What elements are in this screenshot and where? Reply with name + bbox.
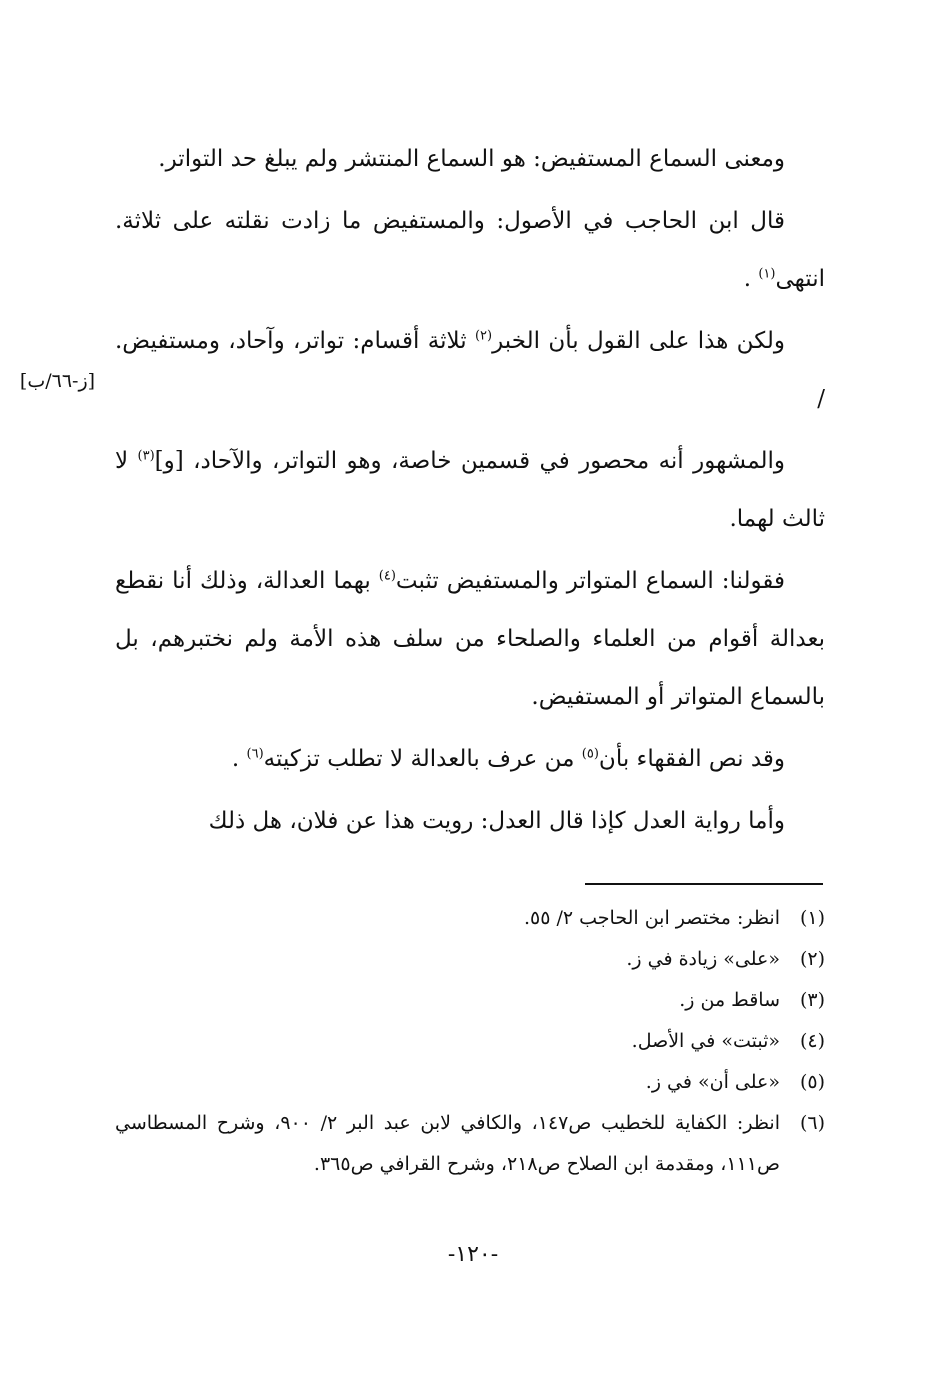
footnote-number: (٦) (799, 1112, 825, 1134)
paragraph-6 (115, 730, 825, 788)
paragraph-5 (115, 552, 825, 726)
paragraph-1-text: ومعنى السماع المستفيض: هو السماع المنتشر ولم يبلغ حد التواتر. (158, 146, 785, 172)
paragraph-6-end: . (231, 746, 240, 772)
footnote-5 (115, 1062, 825, 1103)
footnote-number: (٣) (799, 989, 825, 1011)
paragraph-4-text-b: لا ثالث لهما. (115, 448, 825, 532)
paragraph-4 (115, 432, 825, 548)
paragraph-7-text: وأما رواية العدل كإذا قال العدل: رويت هذا عن فلان، هل ذلك (208, 808, 785, 834)
footnote-text: «على أن» في ز. (645, 1071, 780, 1093)
footnote-2 (115, 939, 825, 980)
footnote-1 (115, 898, 825, 939)
paragraph-6-text-b: من عرف بالعدالة لا تطلب تزكيته (263, 746, 575, 772)
footnote-text: انظر: الكفاية للخطيب ص١٤٧، والكافي لابن عبد البر ٢/ ٩٠٠، وشرح المسطاسي ص١١١، ومقدمة ابن الصلاح ص٢١٨، وشرح القرافي ص٣٦٥. (115, 1112, 780, 1175)
footnote-ref-2[interactable]: (٢) (474, 328, 493, 344)
paragraph-5-text-a: فقولنا: السماع المتواتر والمستفيض تثبت (395, 568, 785, 594)
footnote-3 (115, 980, 825, 1021)
footnote-ref-4[interactable]: (٤) (378, 568, 396, 584)
footnotes-section (115, 898, 825, 1185)
footnote-6 (115, 1103, 825, 1185)
paragraph-7 (115, 792, 825, 850)
footnote-ref-6[interactable]: (٦) (246, 746, 264, 762)
footnote-ref-5[interactable]: (٥) (581, 746, 599, 762)
footnote-ref-3[interactable]: (٣) (137, 448, 155, 464)
footnote-separator (585, 883, 823, 885)
paragraph-2-end: . (743, 266, 752, 292)
footnote-text: «على» زيادة في ز. (626, 948, 780, 970)
footnote-text: «ثبتت» في الأصل. (631, 1030, 780, 1052)
manuscript-folio-note: [ز-٦٦/ب] (19, 370, 96, 392)
footnote-4 (115, 1021, 825, 1062)
footnote-text: ساقط من ز. (679, 989, 780, 1011)
paragraph-6-text-a: وقد نص الفقهاء بأن (598, 746, 785, 772)
paragraph-5-text-b: بهما العدالة، وذلك أنا نقطع بعدالة أقوام من العلماء والصلحاء من سلف هذه الأمة ولم نختبرهم، بل بالسماع المتواتر أو المستفيض. (115, 568, 825, 710)
footnote-number: (٢) (799, 948, 825, 970)
footnote-text: انظر: مختصر ابن الحاجب ٢/ ٥٥. (523, 907, 780, 929)
page-number: -١٢٠- (447, 1242, 499, 1267)
paragraph-4-text-a: والمشهور أنه محصور في قسمين خاصة، وهو التواتر، والآحاد، [و] (154, 448, 785, 474)
footnote-number: (١) (799, 907, 825, 929)
paragraph-2-text: قال ابن الحاجب في الأصول: والمستفيض ما زادت نقلته على ثلاثة. انتهى (115, 208, 825, 292)
footnote-number: (٥) (799, 1071, 825, 1093)
paragraph-1 (115, 130, 825, 188)
footnote-number: (٤) (799, 1030, 825, 1052)
main-text (115, 130, 825, 854)
paragraph-3 (115, 312, 825, 428)
paragraph-3-text-a: ولكن هذا على القول بأن الخبر (492, 328, 786, 354)
footnote-ref-1[interactable]: (١) (758, 266, 776, 282)
paragraph-2 (115, 192, 825, 308)
paragraph-3-text-b: ثلاثة أقسام: تواتر، وآحاد، ومستفيض. / (115, 328, 825, 412)
